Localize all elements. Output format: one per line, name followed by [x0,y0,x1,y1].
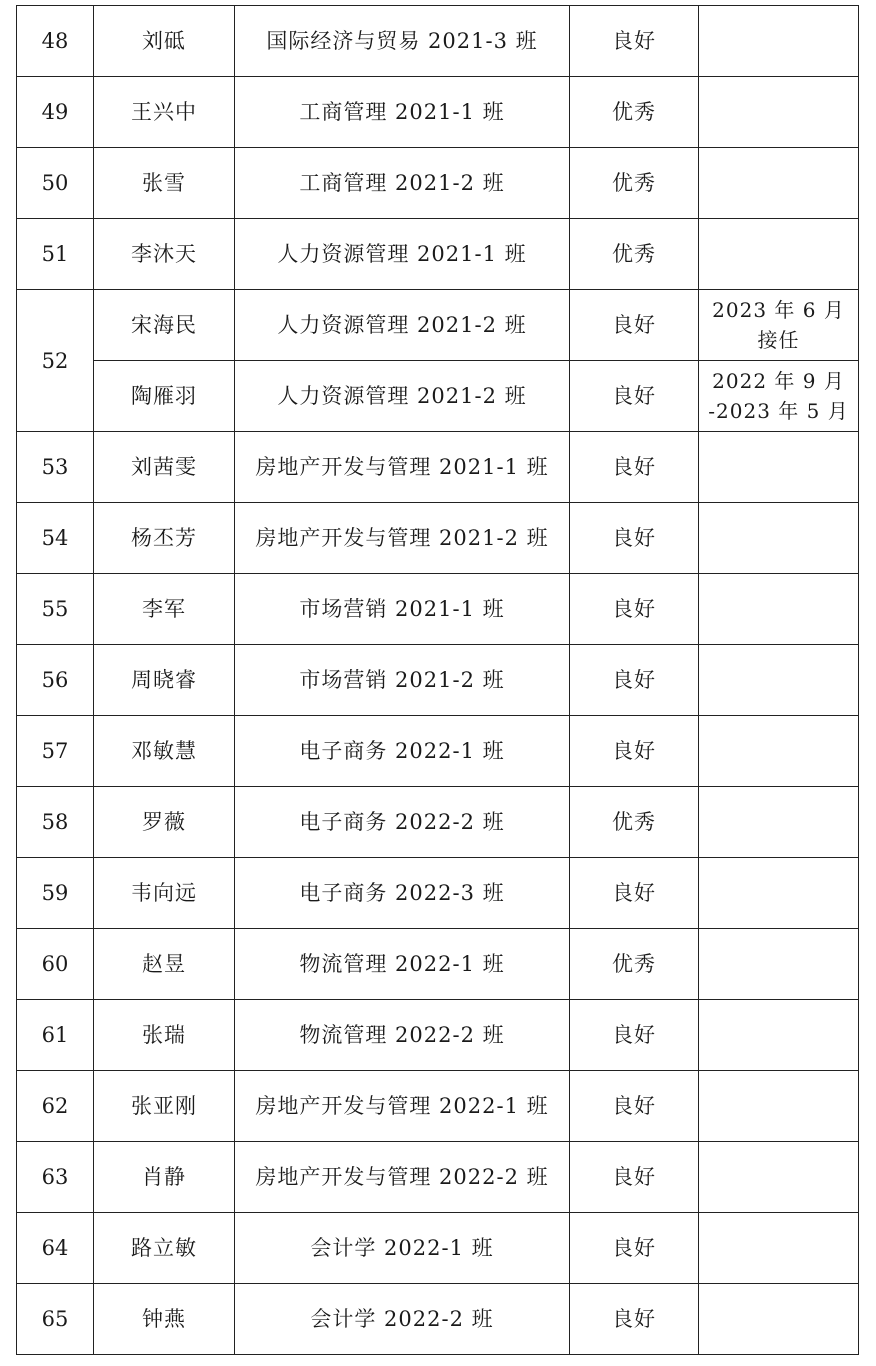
class-name: 电子商务 2022-2 班 [235,787,570,858]
note [699,716,859,787]
teacher-name: 刘砥 [94,6,235,77]
class-name: 房地产开发与管理 2021-2 班 [235,503,570,574]
rating: 良好 [570,1284,699,1355]
rating: 良好 [570,6,699,77]
row-number: 55 [17,574,94,645]
teacher-name: 刘茜雯 [94,432,235,503]
note [699,1284,859,1355]
teacher-name: 杨丕芳 [94,503,235,574]
class-name: 工商管理 2021-1 班 [235,77,570,148]
table-row [17,1213,859,1284]
note [699,219,859,290]
row-number: 51 [17,219,94,290]
teacher-name: 赵昱 [94,929,235,1000]
row-number: 63 [17,1142,94,1213]
table-row [17,432,859,503]
teacher-name: 张雪 [94,148,235,219]
note [699,645,859,716]
class-name: 工商管理 2021-2 班 [235,148,570,219]
class-name: 会计学 2022-1 班 [235,1213,570,1284]
teacher-name: 周晓睿 [94,645,235,716]
rating: 优秀 [570,219,699,290]
class-name: 人力资源管理 2021-2 班 [235,290,570,361]
table-row [17,1000,859,1071]
class-name: 物流管理 2022-1 班 [235,929,570,1000]
table-row [17,574,859,645]
row-number: 50 [17,148,94,219]
note [699,290,859,361]
table-row [17,1071,859,1142]
note [699,1213,859,1284]
class-name: 物流管理 2022-2 班 [235,1000,570,1071]
row-number: 65 [17,1284,94,1355]
table-row [17,6,859,77]
row-number: 62 [17,1071,94,1142]
rating: 良好 [570,645,699,716]
rating: 良好 [570,1213,699,1284]
note [699,858,859,929]
class-name: 会计学 2022-2 班 [235,1284,570,1355]
note [699,1071,859,1142]
note [699,1000,859,1071]
class-name: 房地产开发与管理 2022-1 班 [235,1071,570,1142]
table-row [17,77,859,148]
table-row [17,716,859,787]
row-number: 61 [17,1000,94,1071]
rating: 良好 [570,290,699,361]
teacher-name: 肖静 [94,1142,235,1213]
note [699,6,859,77]
class-name: 电子商务 2022-1 班 [235,716,570,787]
teacher-name: 陶雁羽 [94,361,235,432]
rating: 优秀 [570,787,699,858]
row-number: 48 [17,6,94,77]
note [699,77,859,148]
note [699,361,859,432]
table-row [17,858,859,929]
table-row [17,1284,859,1355]
class-name: 人力资源管理 2021-1 班 [235,219,570,290]
class-rating-table [16,5,859,1355]
document-page [16,5,859,1355]
row-number: 59 [17,858,94,929]
class-name: 市场营销 2021-2 班 [235,645,570,716]
row-number: 60 [17,929,94,1000]
rating: 良好 [570,432,699,503]
rating: 良好 [570,574,699,645]
teacher-name: 宋海民 [94,290,235,361]
rating: 良好 [570,1000,699,1071]
table-row [17,645,859,716]
table-row [17,148,859,219]
table-row [17,1142,859,1213]
row-number: 53 [17,432,94,503]
class-name: 房地产开发与管理 2022-2 班 [235,1142,570,1213]
note [699,432,859,503]
note [699,929,859,1000]
note [699,503,859,574]
teacher-name: 李军 [94,574,235,645]
note-line-2: -2023 年 5 月 [708,399,849,423]
note [699,1142,859,1213]
rating: 良好 [570,1142,699,1213]
table-row [17,503,859,574]
teacher-name: 李沐天 [94,219,235,290]
row-number: 54 [17,503,94,574]
table-row [17,787,859,858]
rating: 优秀 [570,148,699,219]
class-name: 市场营销 2021-1 班 [235,574,570,645]
rating: 良好 [570,858,699,929]
class-name: 国际经济与贸易 2021-3 班 [235,6,570,77]
row-number: 58 [17,787,94,858]
rating: 良好 [570,1071,699,1142]
teacher-name: 罗薇 [94,787,235,858]
note-line-1: 2022 年 9 月 [712,369,845,393]
table-row [17,290,859,361]
teacher-name: 韦向远 [94,858,235,929]
row-number: 56 [17,645,94,716]
rating: 良好 [570,716,699,787]
rating: 优秀 [570,77,699,148]
note [699,787,859,858]
class-name: 人力资源管理 2021-2 班 [235,361,570,432]
table-row [17,219,859,290]
class-name: 电子商务 2022-3 班 [235,858,570,929]
teacher-name: 王兴中 [94,77,235,148]
teacher-name: 邓敏慧 [94,716,235,787]
teacher-name: 张瑞 [94,1000,235,1071]
note-line-2: 接任 [757,328,800,352]
rating: 良好 [570,503,699,574]
table-row [17,929,859,1000]
row-number: 64 [17,1213,94,1284]
class-name: 房地产开发与管理 2021-1 班 [235,432,570,503]
row-number: 57 [17,716,94,787]
teacher-name: 钟燕 [94,1284,235,1355]
note [699,574,859,645]
row-number: 49 [17,77,94,148]
row-number: 52 [17,290,94,432]
rating: 良好 [570,361,699,432]
teacher-name: 张亚刚 [94,1071,235,1142]
note [699,148,859,219]
note-line-1: 2023 年 6 月 [712,298,845,322]
rating: 优秀 [570,929,699,1000]
table-row [17,361,859,432]
teacher-name: 路立敏 [94,1213,235,1284]
